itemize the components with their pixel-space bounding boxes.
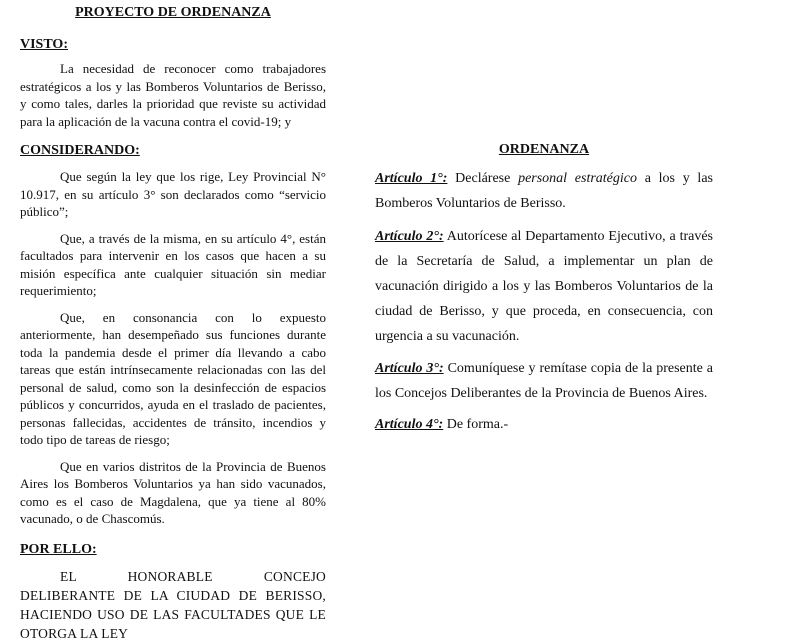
considerando-paragraph-1: Que según la ley que los rige, Ley Provincial N° 10.917, en su artículo 3° son declarados como “servicio público”; <box>20 169 326 219</box>
visto-paragraph: La necesidad de reconocer como trabajadores estratégicos a los y las Bomberos Voluntarios de Berisso, y como tales, darles la prioridad que reviste su actividad para la aplicación de la vacuna contra el covid-19; y <box>20 61 326 129</box>
considerando-paragraph-4: Que en varios distritos de la Provincia de Buenos Aires los Bomberos Voluntarios ya han sido vacunados, como es el caso de Magdalena, que ya tiene al 80% vacunado, o de Chascomús. <box>20 458 326 526</box>
visto-heading: VISTO: <box>20 37 68 52</box>
considerando-paragraph-3: Que, en consonancia con lo expuesto anteriormente, han desempeñado sus funciones durante toda la pandemia desde el primer día llevando a cabo tareas que están intrínsecamente relacionadas con las del personal de salud, como son la desinfección de espacios públicos y concurridos, ayuda en el traslado de pacientes, personas fallecidas, accidentes de tránsito, incendios y todo tipo de tareas de riesgo; <box>20 309 326 447</box>
considerando-heading: CONSIDERANDO: <box>20 143 140 158</box>
considerando-paragraph-2: Que, a través de la misma, en su artículo 4°, están facultados para intervenir en los casos que hacen a su misión específica ante cualquier situación sin mediar requerimiento; <box>20 230 326 298</box>
article-4 <box>375 412 713 437</box>
document-title: PROYECTO DE ORDENANZA <box>75 5 271 20</box>
article-1-text-pre: Declárese <box>447 171 519 186</box>
article-1 <box>375 166 713 216</box>
ordinance-title: ORDENANZA <box>498 142 590 157</box>
article-3-text: Comuníquese y remítase copia de la presente a los Concejos Deliberantes de la Provincia de Buenos Aires. <box>375 361 714 401</box>
article-4-label: Artículo 4°: <box>375 417 444 432</box>
article-2 <box>375 224 713 349</box>
resolution-preamble: EL HONORABLE CONCEJO DELIBERANTE DE LA CIUDAD DE BERISSO, HACIENDO USO DE LAS FACULTADES QUE LE OTORGA LA LEY <box>20 568 326 641</box>
article-2-text: Autorícese al Departamento Ejecutivo, a través de la Secretaría de Salud, a implementar un plan de vacunación dirigido a los y las Bomberos Voluntarios de la ciudad de Berisso, y que proceda, en consecuencia, con urgencia a su vacunación. <box>375 229 713 344</box>
article-3-label: Artículo 3°: <box>375 361 444 376</box>
left-column <box>20 0 326 643</box>
article-3 <box>375 356 713 406</box>
article-4-text: De forma.- <box>443 417 509 432</box>
por-ello-heading: POR ELLO: <box>20 541 97 557</box>
article-1-text-italic: personal estratégico <box>518 171 637 186</box>
article-1-text-post: a los y las Bomberos Voluntarios de Berisso. <box>375 171 713 211</box>
article-2-label: Artículo 2°: <box>375 229 444 244</box>
article-1-label: Artículo 1°: <box>375 171 448 186</box>
